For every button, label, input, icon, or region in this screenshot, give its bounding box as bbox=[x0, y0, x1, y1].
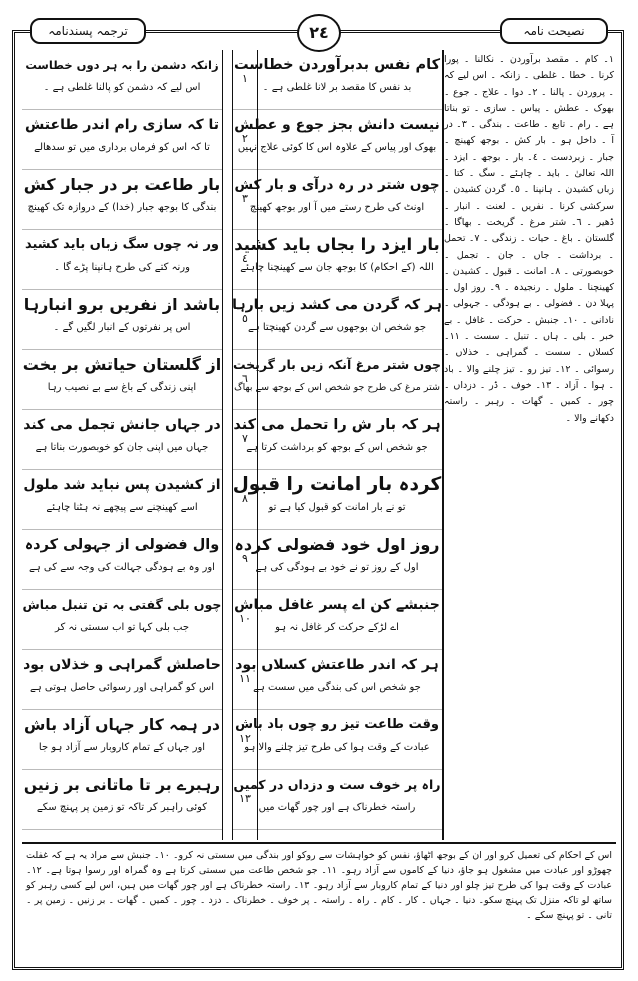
verse-number: ٦ bbox=[242, 372, 248, 385]
verse-translation: جہاں میں اپنی جان کو خوبصورت بناتا ہے bbox=[35, 442, 209, 453]
verse-line: رہبرے بر تا ماتانی بر زنیں bbox=[23, 776, 221, 794]
verse-translation: اپنی زندگی کے باغ سے بے نصیب رہا bbox=[47, 382, 197, 393]
verse-line: بار ایزد را بجاں باید کشید bbox=[234, 235, 440, 254]
verse-number: ٨ bbox=[242, 492, 248, 505]
verse-couplet bbox=[22, 590, 222, 650]
verse-translation: تو نے بار امانت کو قبول کیا ہے تو bbox=[268, 502, 406, 513]
verse-line: ور نہ چوں سگ زباں باید کشید bbox=[24, 237, 220, 252]
verse-translation: کوئی راہبر کر تاکہ تو زمین پر پہنچ سکے bbox=[36, 802, 208, 813]
verse-number-column bbox=[232, 50, 258, 840]
verse-translation: اے لڑکے حرکت کر غافل نہ ہو bbox=[275, 622, 399, 633]
verse-translation: بد نفس کا مقصد بر لانا غلطی ہے ۔ bbox=[262, 82, 412, 93]
verse-translation: اللہ (کے احکام) کا بوجھ جان سے کھینچنا چاہئے bbox=[240, 262, 434, 273]
verse-couplet bbox=[232, 530, 442, 590]
verse-number: ١٠ bbox=[239, 612, 251, 625]
verse-couplet bbox=[232, 470, 442, 530]
verse-couplet bbox=[232, 50, 442, 110]
verse-couplet bbox=[22, 410, 222, 470]
notes-column bbox=[442, 50, 618, 840]
verse-translation: اول کے روز تو نے خود بے ہودگی کی ہے bbox=[255, 562, 419, 573]
verse-line: روز اول خود فضولی کردہ bbox=[234, 535, 440, 554]
verse-couplet bbox=[22, 230, 222, 290]
verse-couplet bbox=[232, 230, 442, 290]
verse-translation: اس لیے کہ دشمن کو پالنا غلطی ہے ۔ bbox=[43, 82, 201, 93]
verse-translation: اونٹ کی طرح رستے میں آ اور بوجھ کھینچ bbox=[249, 202, 425, 213]
verse-line: حاصلش گمراہی و خذلاں بود bbox=[23, 657, 221, 673]
verse-line: باشد از نفریں برو انبارہا bbox=[23, 295, 221, 314]
verse-line: راہ پر خوف ست و دزداں در کمیں bbox=[233, 777, 441, 792]
verse-line: چوں شتر در رہ درآی و بار کش bbox=[234, 177, 440, 193]
verse-couplet bbox=[22, 110, 222, 170]
verse-line: تا کہ سازی رام اندر طاعتش bbox=[25, 117, 219, 133]
verse-translation: ورنہ کتے کی طرح ہانپنا پڑے گا ۔ bbox=[54, 262, 190, 273]
footer-text: اس کے احکام کی تعمیل کرو اور ان کے بوجھ اٹھاؤ، نفس کو خواہشات سے روکو اور بندگی میں سستی نہ کرو۔ ١٠۔ جنبش سے مراد یہ ہے کہ غفلت چھوڑو اور عبادت میں مشغول ہو جاؤ، دنیا کے کاموں سے آزاد رہو۔ ١١۔ جو شخص طاعت میں سستی کرتا ہے وہ گمراہ اور رسوا ہوتا ہے۔ ١٢۔ عبادت کے وقت ہوا کی طرح تیز چلو اور دنیا کے تمام کاروبار سے آزاد رہو۔ ١٣۔ راستہ خطرناک ہے اور چور گھات میں ہیں، اس لیے کسی رہبر کو ساتھ لو تاکہ منزل تک پہنچ سکو۔ دنیا ۔ جہاں ۔ کار ۔ کام ۔ راہ ۔ راستہ ۔ پر خوف ۔ خطرناک ۔ دزد ۔ چور ۔ کمیں ۔ گھات ۔ بر زنیں ۔ زمین پر ۔ تانی ۔ تو پہنچ سکے ۔ bbox=[26, 850, 612, 921]
verse-couplet bbox=[232, 770, 442, 830]
verse-line: زانکہ دشمن را بہ ہر دوں خطاست bbox=[25, 58, 219, 72]
verse-line: در جہاں جانش تجمل می کند bbox=[23, 417, 221, 433]
verse-translation: بندگی کا بوجھ جبار (خدا) کے دروازہ تک کھینچ bbox=[27, 202, 217, 213]
verse-line: ہر کہ بار ش را تحمل می کند bbox=[233, 417, 441, 433]
verse-number: ٣ bbox=[242, 192, 248, 205]
verse-couplet bbox=[232, 170, 442, 230]
verse-line: چوں شتر مرغ آنکہ زیں بار گریخت bbox=[232, 357, 442, 372]
page-number: ٢٤ bbox=[297, 14, 341, 52]
verse-number: ١٢ bbox=[239, 732, 251, 745]
verse-line: کام نفس بدبرآوردن خطاست bbox=[233, 57, 441, 73]
verse-couplet bbox=[22, 710, 222, 770]
verse-number: ٩ bbox=[242, 552, 248, 565]
verse-line: چوں بلی گفتی بہ تن تنبل مباش bbox=[22, 597, 222, 612]
verse-translation: راستہ خطرناک ہے اور چور گھات میں bbox=[258, 802, 416, 813]
verse-line: نیست دانش بجز جوع و عطش bbox=[234, 117, 440, 133]
verse-number: ٤ bbox=[242, 252, 248, 265]
verse-line: بار طاعت بر در جبار کش bbox=[23, 175, 221, 194]
verse-translation: بھوک اور پیاس کے علاوہ اس کا کوئی علاج نہیں bbox=[237, 142, 437, 153]
verse-translation: اسے کھینچنے سے پیچھے نہ ہٹنا چاہئے bbox=[46, 502, 198, 513]
verse-translation: اس پر نفرتوں کے انبار لگیں گے ۔ bbox=[53, 322, 191, 333]
verse-translation: اور وہ بے ہودگی جہالت کی وجہ سے کی ہے bbox=[29, 562, 215, 573]
notes-text: ١۔ کام ۔ مقصد برآوردن ۔ نکالنا ۔ پورا کرنا ۔ خطا ۔ غلطی ۔ زانکہ ۔ اس لیے کہ ۔ پروردن ۔ پالنا ۔ ٢۔ دوا ۔ علاج ۔ جوع ۔ بھوک ۔ عطش ۔ پیاس ۔ سازی ۔ تو بناتا ہے ۔ رام ۔ تابع ۔ طاعت ۔ بندگی ۔ ٣۔ در آ ۔ داخل ہو ۔ بار کش ۔ بوجھ کھینچ ۔ جبار ۔ زبردست ۔ ٤۔ بار ۔ بوجھ ۔ ایزد ۔ اللہ تعالیٰ ۔ باید ۔ چاہئے ۔ سگ ۔ کتا ۔ زباں کشیدن ۔ ہانپنا ۔ ٥۔ گردن کشیدن ۔ سرکشی کرنا ۔ نفریں ۔ لعنت ۔ انبار ۔ ڈھیر ۔ ٦۔ شتر مرغ ۔ گریخت ۔ بھاگا ۔ گلستان ۔ باغ ۔ حیات ۔ زندگی ۔ ٧۔ تحمل ۔ برداشت ۔ جاں ۔ جان ۔ تجمل ۔ خوبصورتی ۔ ٨۔ امانت ۔ قبول ۔ کشیدن ۔ کھینچنا ۔ ملول ۔ رنجیدہ ۔ ٩۔ روز اول ۔ پہلا دن ۔ فضولی ۔ بے ہودگی ۔ جہولی ۔ نادانی ۔ ١٠۔ جنبش ۔ حرکت ۔ غافل ۔ بے خبر ۔ بلی ۔ ہاں ۔ تنبل ۔ سست ۔ ١١۔ کسلاں ۔ سست ۔ گمراہی ۔ خذلاں ۔ رسوائی ۔ ١٢۔ تیز رو ۔ تیز چلنے والا ۔ باد ۔ ہوا ۔ آزاد ۔ ١٣۔ خوف ۔ ڈر ۔ دزداں ۔ چور ۔ کمیں ۔ گھات ۔ رہبر ۔ راستہ دکھانے والا ۔ bbox=[444, 54, 615, 424]
verses-left-column bbox=[22, 50, 223, 840]
verse-couplet bbox=[22, 170, 222, 230]
verse-number: ٢ bbox=[242, 132, 248, 145]
footer-notes bbox=[22, 842, 616, 962]
verse-line: ہر کہ گردن می کشد زیں بارہا bbox=[232, 297, 442, 313]
verse-couplet bbox=[22, 290, 222, 350]
verse-number: ٧ bbox=[242, 432, 248, 445]
verse-couplet bbox=[232, 650, 442, 710]
verse-line: وقت طاعت تیز رو چوں باد باش bbox=[235, 717, 439, 732]
verse-number: ٥ bbox=[242, 312, 248, 325]
verse-couplet bbox=[232, 710, 442, 770]
header-left-label: ترجمہ پسندنامہ bbox=[30, 18, 146, 44]
verse-line: در ہمہ کار جہاں آزاد باش bbox=[23, 716, 220, 734]
verse-translation: جو شخص ان بوجھوں سے گردن کھینچتا ہے bbox=[247, 322, 426, 333]
verse-translation: جب بلی کہا تو اب سستی نہ کر bbox=[54, 622, 190, 633]
verse-translation: اور جہاں کے تمام کاروبار سے آزاد ہو جا bbox=[38, 742, 206, 753]
verses-right-column bbox=[232, 50, 442, 840]
verse-couplet bbox=[232, 410, 442, 470]
verse-translation: جو شخص اس کی بندگی میں سست ہے bbox=[253, 682, 421, 693]
verse-translation: اس کو گمراہی اور رسوائی حاصل ہوتی ہے bbox=[29, 682, 215, 693]
verse-couplet bbox=[232, 110, 442, 170]
verse-couplet bbox=[232, 290, 442, 350]
verse-translation: عبادت کے وقت ہوا کی طرح تیز چلنے والا ہو bbox=[244, 742, 430, 753]
verse-couplet bbox=[22, 350, 222, 410]
verse-number: ١٣ bbox=[239, 792, 251, 805]
verse-couplet bbox=[232, 350, 442, 410]
verse-line: کردہ بار امانت را قبول bbox=[232, 474, 442, 495]
verse-line: جنبشے کن اے پسر غافل مباش bbox=[234, 597, 440, 613]
verse-line: از کشیدن پس نباید شد ملول bbox=[23, 477, 221, 493]
verse-couplet bbox=[22, 650, 222, 710]
verse-number: ١ bbox=[242, 72, 248, 85]
verse-couplet bbox=[22, 50, 222, 110]
verse-couplet bbox=[232, 590, 442, 650]
header-right-label: نصیحت نامہ bbox=[500, 18, 608, 44]
verse-couplet bbox=[22, 530, 222, 590]
verse-couplet bbox=[22, 470, 222, 530]
verse-couplet bbox=[22, 770, 222, 830]
verse-number: ١١ bbox=[239, 672, 251, 685]
verse-line: از گلستان حیاتش بر بخت bbox=[22, 355, 222, 374]
verse-line: ہر کہ اندر طاعتش کسلاں بود bbox=[235, 657, 439, 673]
verse-translation: تا کہ اس کو فرماں برداری میں تو سدھالے bbox=[34, 142, 210, 153]
verse-translation: جو شخص اس کے بوجھ کو برداشت کرتا ہے bbox=[246, 442, 428, 453]
verse-translation: شتر مرغ کی طرح جو شخص اس کے بوجھ سے بھاگ bbox=[234, 382, 440, 393]
verse-line: وال فضولی از جہولی کردہ bbox=[24, 537, 220, 553]
page-header bbox=[20, 18, 618, 44]
